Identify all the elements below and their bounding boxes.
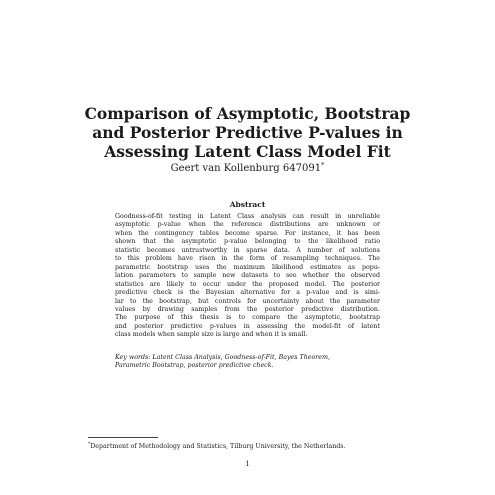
abstract-line: Goodness-of-fit testing in Latent Class analysis can result in unreliable [115,213,380,220]
abstract-line: values by drawing samples from the posterior predictive distribution. [115,305,380,313]
abstract-line: statistic becomes untrustworthy in sparse data. A number of solutions [115,246,380,254]
abstract-line: shown that the asymptotic p-value belonging to the likelihood ratio [115,238,380,246]
abstract-line: statistics are likely to occur under the proposed model. The posterior [115,280,380,288]
abstract-line: parametric bootstrap uses the maximum likelihood estimates as popu- [115,263,380,271]
abstract-body [115,213,380,340]
title-line: Assessing Latent Class Model Fit [104,142,391,161]
footnote-mark: * [88,442,91,447]
abstract-line: lar to the bootstrap, but controls for uncertainty about the parameter [115,297,380,305]
footnote-text: Department of Methodology and Statistics, Tilburg University, the Netherlands. [90,443,346,450]
abstract-line: predictive check is the Bayesian alternative for a p-value and is simi- [115,289,380,297]
abstract-line: and posterior predictive p-values in assessing the model-fit of latent [115,322,380,330]
author-line [0,161,495,174]
keywords-line: Parametric Bootstrap, posterior predictive check. [115,362,274,370]
footnote-divider [88,437,158,438]
author-name: Geert van Kollenburg 647091 [170,163,322,174]
page-number: 1 [245,460,250,468]
abstract-line: class models when sample size is large and when it is small. [115,331,308,339]
footnote [88,441,418,451]
paper-title [60,104,435,161]
abstract-line: when the contingency tables become sparse. For instance, it has been [115,229,380,237]
author-footnote-mark: * [321,161,325,169]
keywords-line: Key words: Latent Class Analysis, Goodness-of-Fit, Bayes Theorem, [115,354,330,361]
abstract-line: asymptotic p-value when the reference distributions are unknown or [115,221,380,229]
abstract-heading: Abstract [229,200,266,209]
abstract-line: lation parameters to sample new datasets to see whether the observed [115,272,380,280]
title-line: and Posterior Predictive P-values in [92,123,403,142]
keywords [115,354,380,371]
abstract-line: The purpose of this thesis is to compare the asymptotic, bootstrap [115,314,380,322]
title-line: Comparison of Asymptotic, Bootstrap [84,104,411,123]
abstract-line: to this problem have risen in the form of resampling techniques. The [115,255,380,263]
